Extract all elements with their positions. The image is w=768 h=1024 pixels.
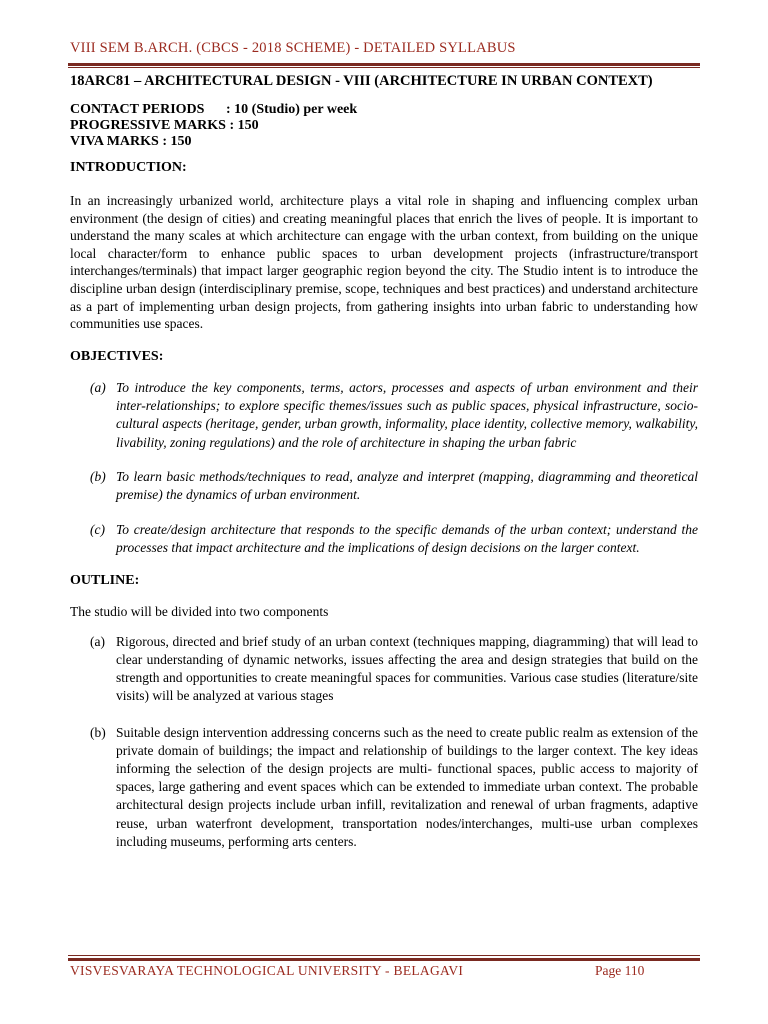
objective-item	[70, 468, 698, 505]
footer-rule-thick	[68, 958, 700, 961]
objective-text: To introduce the key components, terms, actors, processes and aspects of urban environment and their inter-relationships; to explore specific themes/issues such as public spaces, physical infrastructure, socio-cultural aspects (heritage, gender, urban growth, informality, place identity, collective memory, walkability, livability, zoning regulations) and the role of architecture in shaping the urban fabric	[116, 379, 698, 450]
header-rule-thin	[68, 67, 700, 68]
footer-rule-thin	[68, 955, 700, 956]
objective-marker: (a)	[90, 379, 106, 395]
objective-text: To learn basic methods/techniques to read, analyze and interpret (mapping, diagramming and theoretical premise) the dynamics of urban environment.	[116, 468, 698, 503]
page-body	[70, 73, 698, 869]
contact-periods-row	[70, 102, 698, 118]
outline-text: Suitable design intervention addressing concerns such as the need to create public realm as extension of the private domain of buildings; the impact and relationship of buildings to the larger context. The key ideas informing the selection of the design projects are multi- functional spaces, public access to majority of spaces, large gathering and event spaces which can be extended to immediate urban context. The probable architectural design projects include urban infill, revitalization and renewal of urban fragments, adaptive reuse, urban waterfront development, transportation nodes/interchanges, multi-use urban complexes including museums, performing arts centers.	[116, 724, 698, 849]
outline-item	[70, 724, 698, 851]
course-meta	[70, 102, 698, 150]
viva-marks: VIVA MARKS : 150	[70, 134, 192, 149]
outline-heading: OUTLINE:	[70, 573, 140, 589]
outline-item	[70, 633, 698, 706]
objective-item	[70, 379, 698, 452]
footer-university: VISVESVARAYA TECHNOLOGICAL UNIVERSITY - BELAGAVI	[70, 963, 464, 978]
running-header: VIII SEM B.ARCH. (CBCS - 2018 SCHEME) - DETAILED SYLLABUS	[70, 40, 516, 56]
progressive-marks: PROGRESSIVE MARKS : 150	[70, 118, 259, 133]
objective-item	[70, 521, 698, 558]
objective-text: To create/design architecture that responds to the specific demands of the urban context; understand the processes that impact architecture and the implications of design decisions on the larger context.	[116, 521, 698, 555]
header-rule-thick	[68, 63, 700, 66]
objectives-heading: OBJECTIVES:	[70, 348, 164, 364]
objectives-list	[70, 379, 698, 557]
outline-marker: (b)	[90, 724, 106, 740]
objective-marker: (c)	[90, 521, 105, 537]
outline-list	[70, 633, 698, 851]
outline-marker: (a)	[90, 633, 105, 649]
contact-periods-label: CONTACT PERIODS	[70, 102, 205, 117]
course-title: 18ARC81 – ARCHITECTURAL DESIGN - VIII (ARCHITECTURE IN URBAN CONTEXT)	[70, 73, 653, 89]
page-number: Page 110	[595, 963, 645, 978]
contact-periods-value: : 10 (Studio) per week	[226, 102, 358, 117]
outline-text: Rigorous, directed and brief study of an urban context (techniques mapping, diagramming) that will lead to clear understanding of dynamic networks, issues affecting the area and design strategies that build on the strength and opportunities to create meaningful spaces for communities. Various case studies (literature/site visits) will be analyzed at various stages	[116, 633, 698, 704]
introduction-heading: INTRODUCTION:	[70, 160, 187, 175]
introduction-text: In an increasingly urbanized world, architecture plays a vital role in shaping and influencing complex urban environment (the design of cities) and creating meaningful places that enrich the lives of people. It is important to understand the many scales at which architecture can engage with the urban context, from building on the unique local character/form to enhance public spaces to urban development projects (infrastructure/transport interchanges/terminals) that impact larger geographic region beyond the city. The Studio intent is to introduce the discipline urban design (interdisciplinary premise, scope, techniques and best practices) and understand architecture as a part of implementing urban design projects, from gathering insights into urban fabric to understanding how communities use spaces.	[70, 193, 698, 332]
outline-intro: The studio will be divided into two components	[70, 604, 329, 620]
objective-marker: (b)	[90, 468, 106, 484]
